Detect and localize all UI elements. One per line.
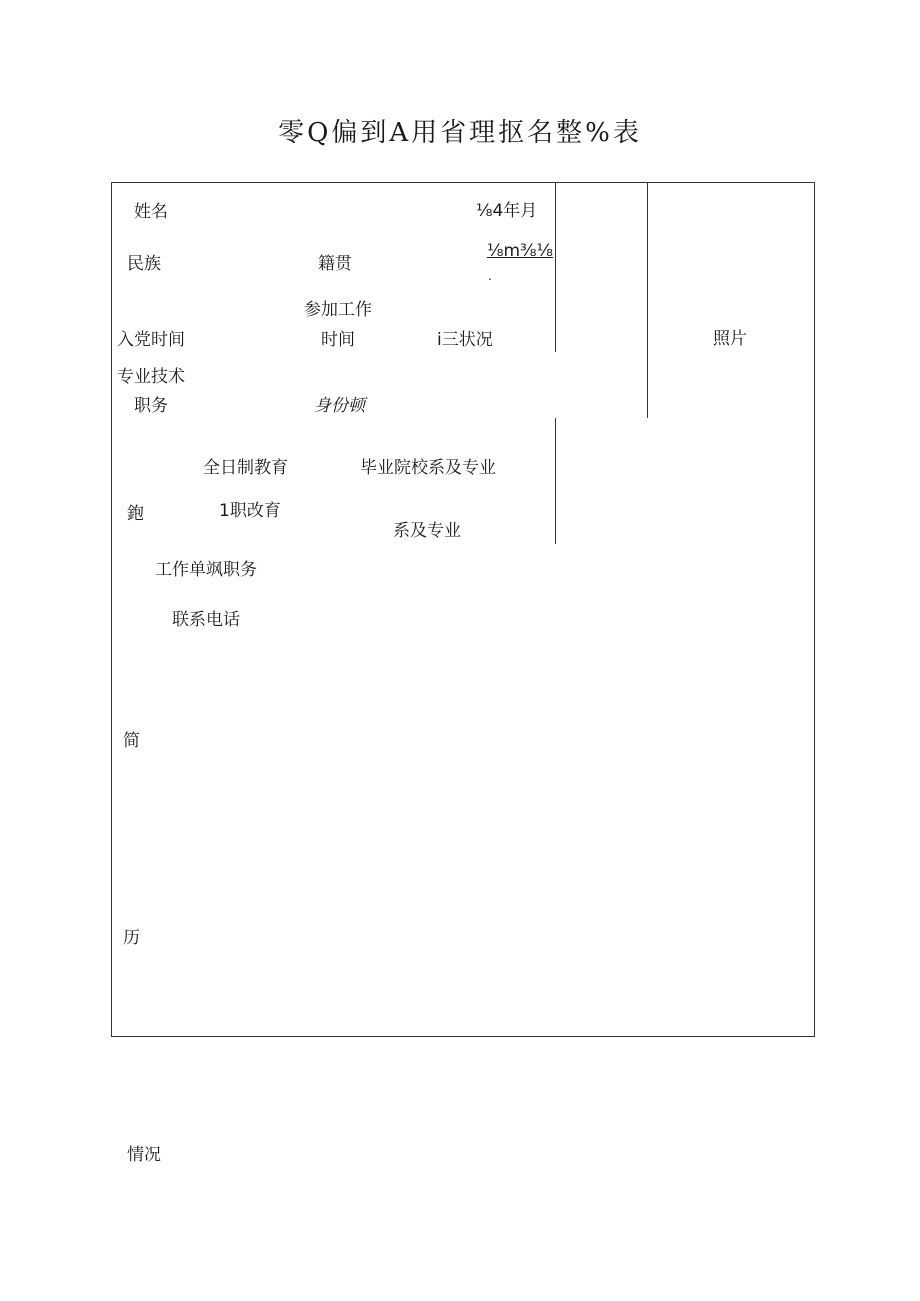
label-graduate-school: 毕业院校系及专业 [360, 458, 496, 478]
label-fulltime-education: 全日制教育 [203, 458, 288, 478]
label-professional-title-1: 专业技术 [117, 367, 185, 387]
label-work-unit: 工作单飒职务 [155, 560, 257, 580]
label-party-time: 入党时间 [117, 330, 185, 350]
label-resume-1: 简 [123, 731, 140, 751]
label-status: i三状况 [437, 330, 493, 350]
label-ethnicity: 民族 [127, 254, 161, 274]
label-join-work-time-1: 参加工作 [304, 300, 372, 320]
label-birth: ⅛4年月 [476, 201, 538, 221]
label-name: 姓名 [134, 202, 168, 222]
divider-photo-right [647, 182, 648, 418]
label-join-work-time-2: 时间 [321, 330, 355, 350]
label-specialty: 身份顿 [314, 396, 365, 416]
label-dept-major: 系及专业 [393, 521, 461, 541]
label-professional-title-2: 职务 [134, 396, 168, 416]
label-health: ⅛m⅜⅛ [487, 241, 553, 261]
divider-edu-right [555, 418, 556, 544]
label-education: 鉋 [127, 504, 144, 524]
label-native-place: 籍贯 [318, 254, 352, 274]
photo-placeholder: 照片 [713, 329, 747, 349]
label-resume-2: 历 [123, 928, 140, 948]
page-title: 零Q偏到A用省理抠名整%表 [278, 118, 642, 148]
divider-photo-left [555, 182, 556, 352]
label-phone: 联系电话 [172, 610, 240, 630]
label-inservice-education: 1职改育 [219, 501, 281, 521]
health-dot: . [488, 269, 492, 283]
label-situation: 情况 [127, 1145, 161, 1165]
